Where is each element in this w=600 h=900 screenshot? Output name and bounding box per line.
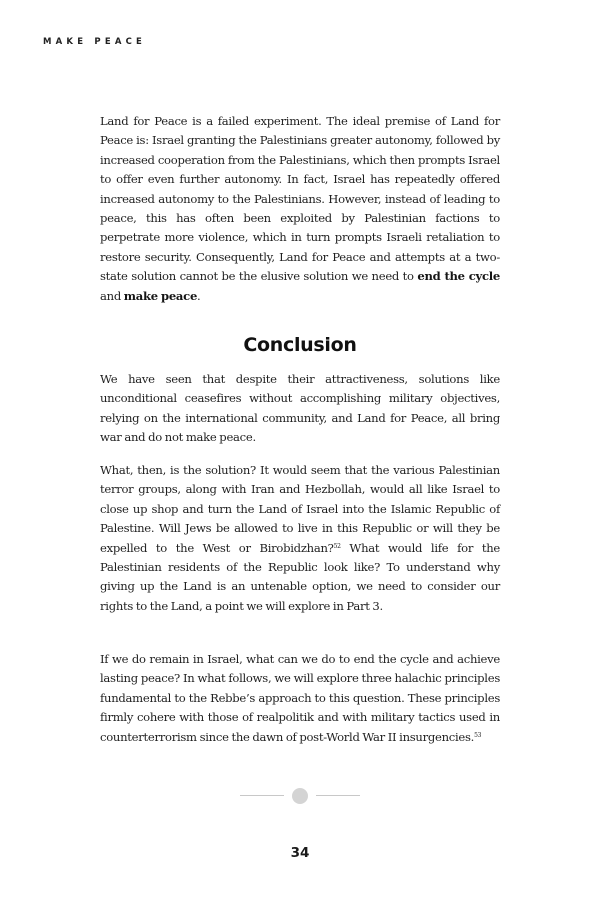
- body-paragraph-summary: We have seen that despite their attractiveness, solutions like unconditional ceasefires without accomplishing military objectives, relying on the international community, and Land for Peace, all bring war and do not make peace.: [100, 372, 500, 445]
- footnote-reference[interactable]: 53: [474, 731, 482, 739]
- paragraph-text: .: [197, 288, 201, 303]
- divider-line-left: [240, 795, 284, 796]
- footnote-reference[interactable]: 52: [333, 542, 341, 550]
- body-paragraph-principles: [100, 650, 500, 747]
- paragraph-text: and: [100, 288, 124, 303]
- body-paragraph-land-for-peace: [100, 112, 500, 306]
- page-number: 34: [290, 845, 310, 861]
- divider-line-right: [316, 795, 360, 796]
- section-divider-ornament: [240, 786, 360, 806]
- running-head: MAKE PEACE: [43, 37, 147, 47]
- section-heading: Conclusion: [243, 334, 357, 356]
- paragraph-text: What, then, is the solution? It would seem that the various Palestinian terror groups, along with Iran and Hezbollah, would all like Israel to close up shop and turn the Land of Israel into the Islamic Republic of Palestine. Will Jews be allowed to live in this Republic or will they be expelled to the West or Birobidzhan?: [100, 463, 500, 555]
- paragraph-text: What would life for the Palestinian residents of the Republic look like? To understand why giving up the Land is an untenable option, we need to consider our rights to the Land, a point we will explore in Part 3.: [100, 540, 500, 613]
- divider-dot-icon: [292, 788, 308, 804]
- body-paragraph-solution: [100, 461, 500, 616]
- bold-phrase-make-peace: make peace: [123, 288, 198, 303]
- paragraph-text: If we do remain in Israel, what can we do to end the cycle and achieve lasting peace? In what follows, we will explore three halachic principles fundamental to the Rebbe’s approach to this question. These principles firmly cohere with those of realpolitik and with military tactics used in counterterrorism since the dawn of post-World War II insurgencies.: [100, 652, 500, 744]
- paragraph-text: Land for Peace is a failed experiment. The ideal premise of Land for Peace is: Israel granting the Palestinians greater autonomy, followed by increased cooperation from the Palestinians, which then prompts Israel to offer even further autonomy. In fact, Israel has repeatedly offered increased autonomy to the Palestinians. However, instead of leading to peace, this has often been exploited by Palestinian factions to perpetrate more violence, which in turn prompts Israeli retaliation to restore security. Consequently, Land for Peace and attempts at a two-state solution cannot be the elusive solution we need to: [100, 114, 500, 284]
- bold-phrase-end-the-cycle: end the cycle: [417, 269, 500, 284]
